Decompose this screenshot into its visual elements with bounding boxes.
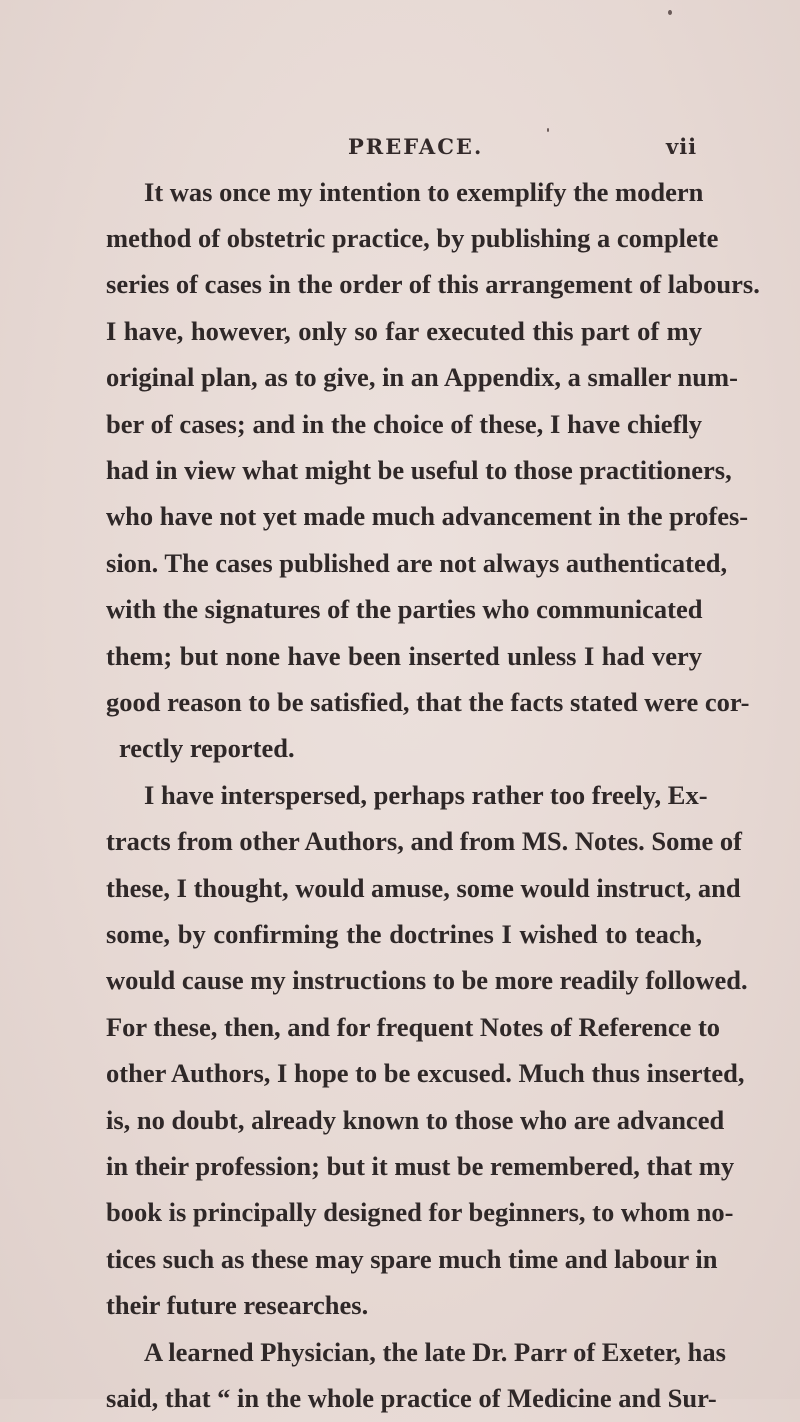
- text-line: some, by confirming the doctrines I wished to teach,: [106, 919, 702, 949]
- text-line: series of cases in the order of this arrangement of labours.: [106, 269, 760, 299]
- text-line: good reason to be satisfied, that the facts stated were cor-: [106, 687, 750, 717]
- text-line: other Authors, I hope to be excused. Much thus inserted,: [106, 1058, 745, 1088]
- text-line: I have, however, only so far executed this part of my: [106, 316, 702, 346]
- text-line: had in view what might be useful to those practitioners,: [106, 455, 732, 485]
- text-line: I have interspersed, perhaps rather too freely, Ex-: [144, 780, 708, 810]
- text-line: these, I thought, would amuse, some would instruct, and: [106, 873, 741, 903]
- text-line: For these, then, and for frequent Notes of Reference to: [106, 1012, 721, 1042]
- text-line: would cause my instructions to be more readily followed.: [106, 965, 748, 995]
- text-line: in their profession; but it must be remembered, that my: [106, 1151, 735, 1181]
- text-line: is, no doubt, already known to those who are advanced: [106, 1105, 725, 1135]
- page-number: vii: [666, 134, 698, 159]
- text-line: said, that “ in the whole practice of Medicine and Sur-: [106, 1383, 717, 1413]
- text-line: ber of cases; and in the choice of these, I have chiefly: [106, 409, 702, 439]
- text-line: their future researches.: [106, 1290, 369, 1320]
- text-line: original plan, as to give, in an Appendix, a smaller num-: [106, 362, 738, 392]
- text-line: tracts from other Authors, and from MS. Notes. Some of: [106, 826, 742, 856]
- text-line: book is principally designed for beginners, to whom no-: [106, 1197, 734, 1227]
- text-line: rectly reported.: [119, 733, 295, 763]
- text-line: sion. The cases published are not always authenticated,: [106, 548, 728, 578]
- text-line: method of obstetric practice, by publishing a complete: [106, 223, 719, 253]
- ink-speck: [547, 128, 549, 132]
- text-line: with the signatures of the parties who communicated: [106, 594, 703, 624]
- text-line: who have not yet made much advancement in the profes-: [106, 501, 749, 531]
- text-line: them; but none have been inserted unless I had very: [106, 641, 702, 671]
- text-line: tices such as these may spare much time and labour in: [106, 1244, 718, 1274]
- page-header: [0, 134, 800, 164]
- running-title: PREFACE.: [348, 134, 484, 159]
- text-line: It was once my intention to exemplify the modern: [144, 177, 704, 207]
- text-line: A learned Physician, the late Dr. Parr of Exeter, has: [144, 1337, 726, 1367]
- ink-speck: [668, 10, 672, 15]
